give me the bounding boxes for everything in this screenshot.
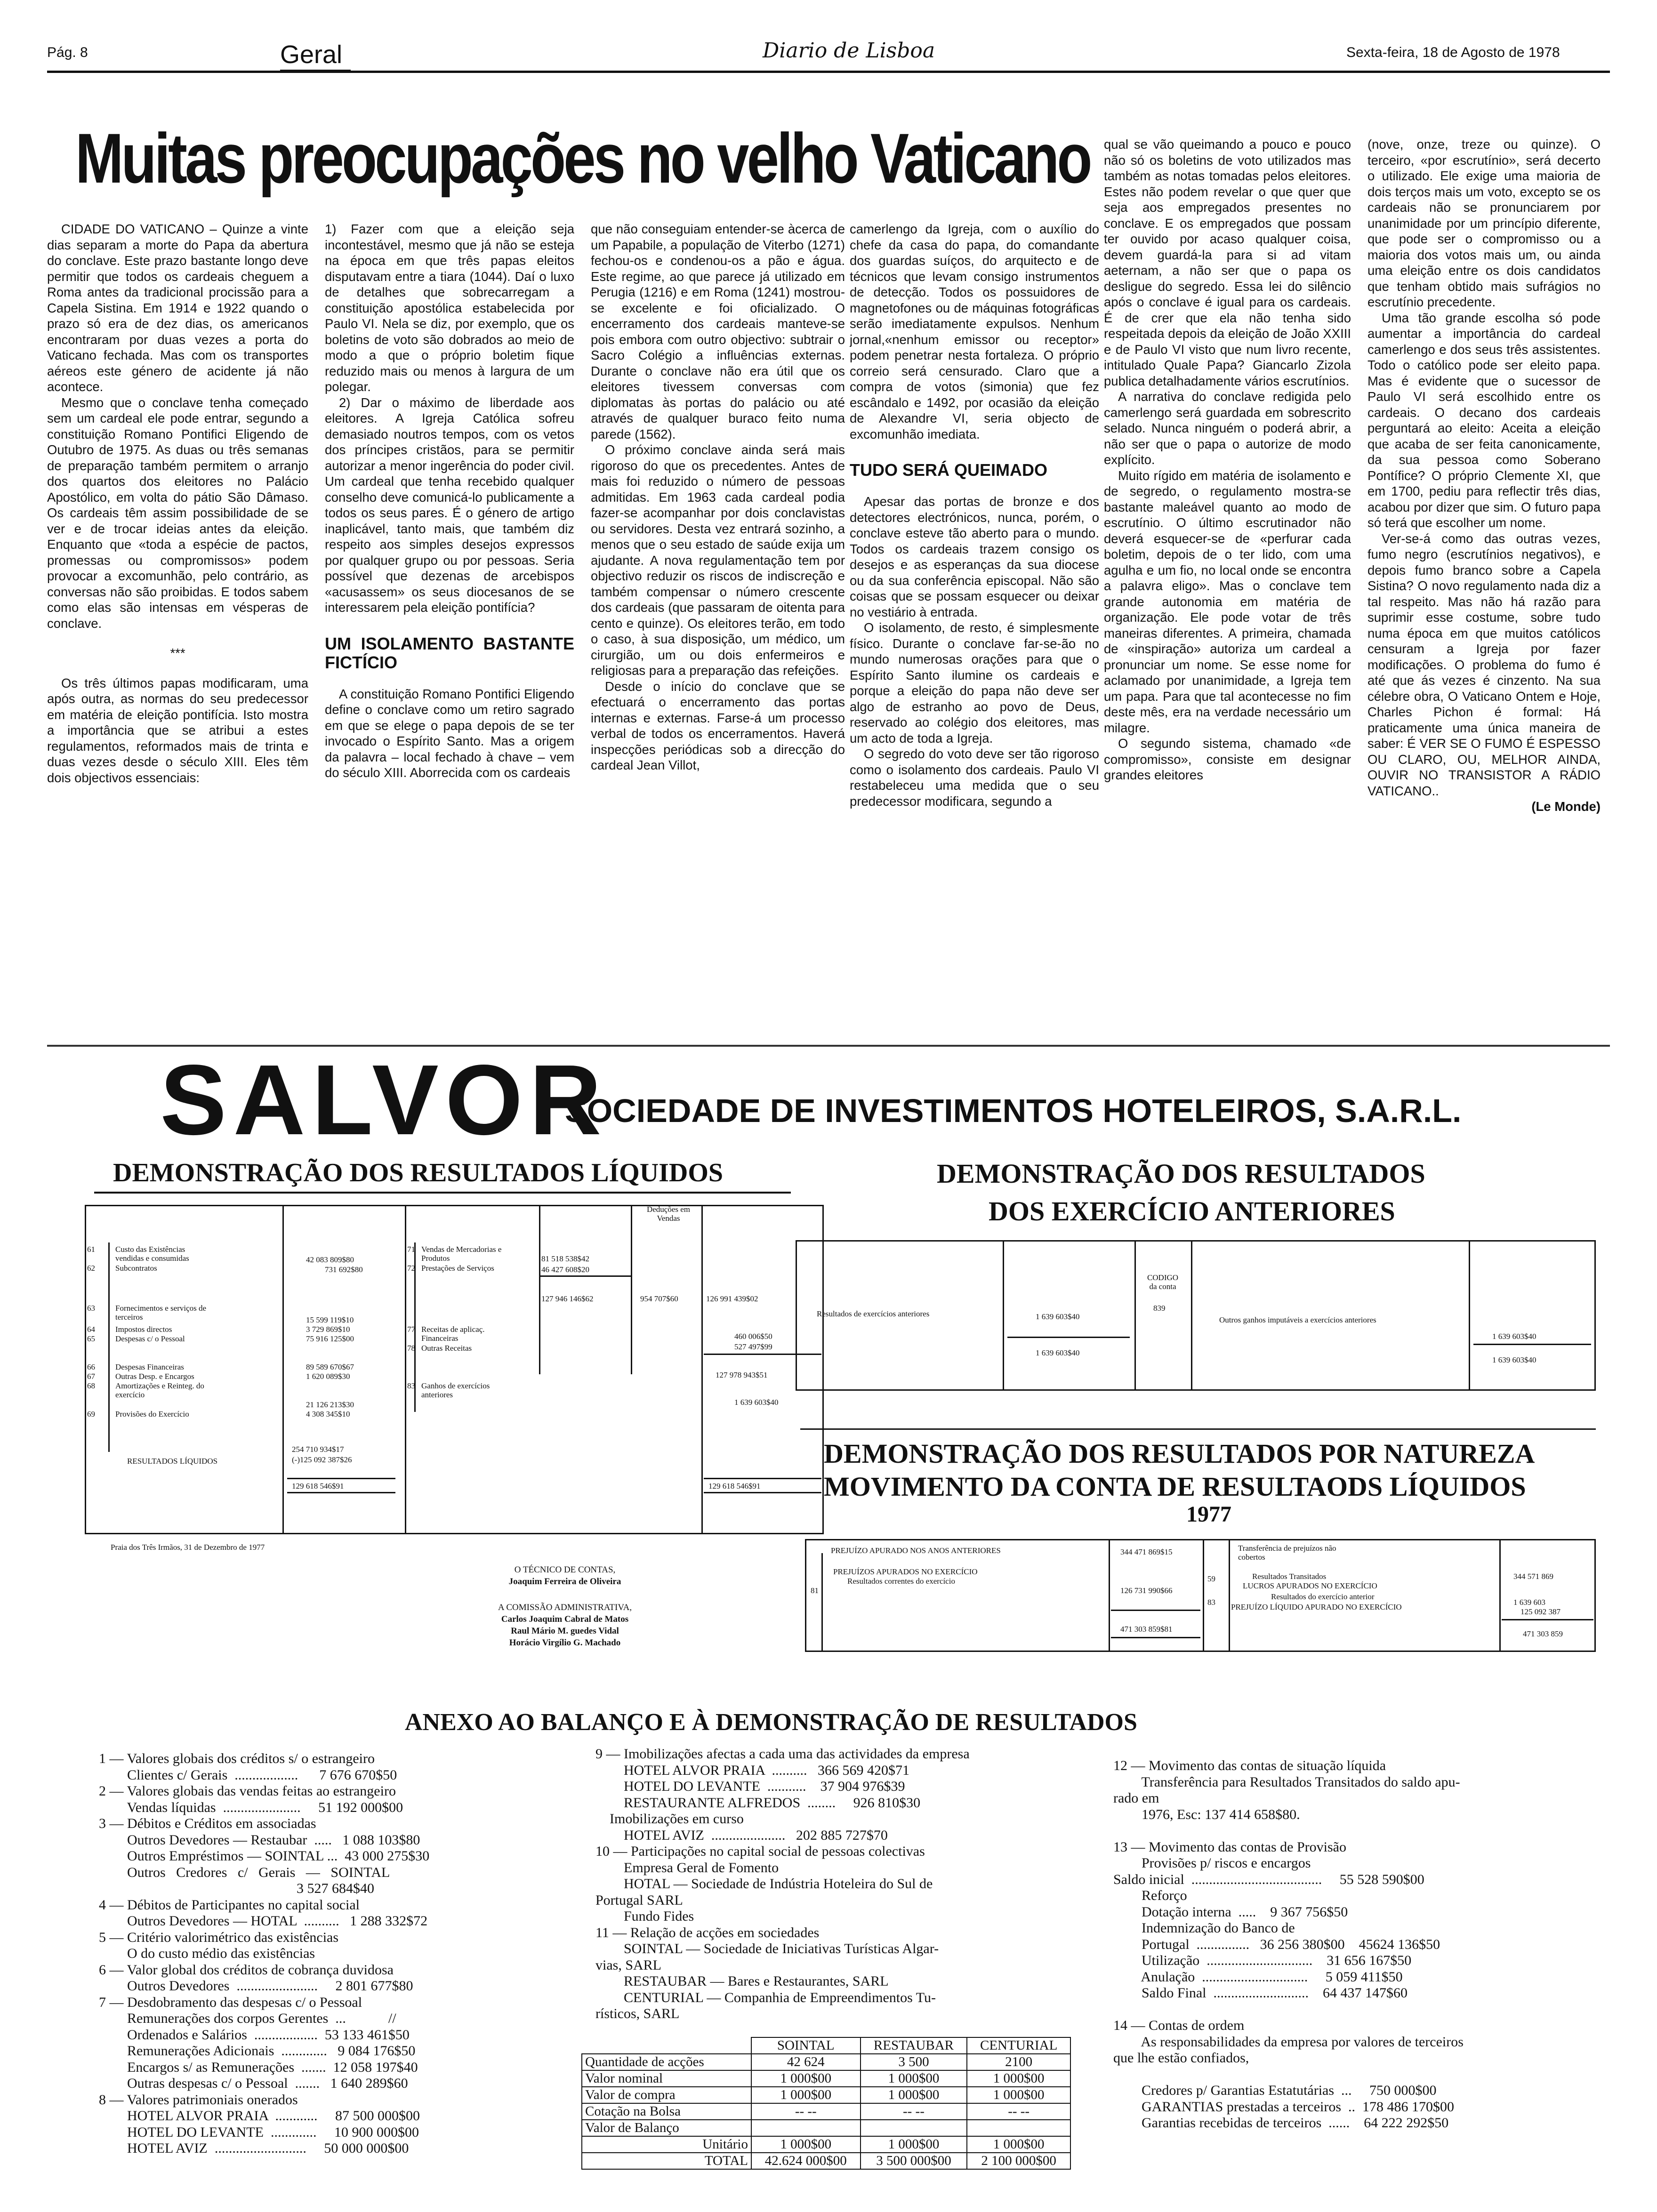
loss-current-value: 126 731 990$66	[1120, 1586, 1173, 1595]
statement-year: 1977	[1186, 1502, 1231, 1527]
committee-member: Raul Mário M. guedes Vidal	[511, 1626, 619, 1636]
annex-line: Credores p/ Garantias Estatutárias ... 750 000$00	[1113, 2083, 1437, 2098]
annex-line: Reforço	[1113, 1888, 1187, 1903]
deduction-value: 954 707$60	[640, 1294, 678, 1303]
shares-row	[582, 2070, 1070, 2087]
annex-line: 1976, Esc: 137 414 658$80.	[1113, 1806, 1300, 1822]
table-rule	[701, 1205, 703, 1534]
annex-column-2	[595, 1746, 970, 2022]
profit-value: 1 639 603	[1513, 1598, 1545, 1607]
table-rule	[1469, 1240, 1470, 1391]
annex-line: Outros Empréstimos — SOINTAL ... 43 000 275$30	[99, 1848, 430, 1864]
paragraph: O segundo sistema, chamado «de compromisso», consiste em designar grandes eleitores	[1104, 736, 1351, 782]
paragraph: Ver-se-á como das outras vezes, fumo negro (escrutínios negativos), e depois fumo branco sobre a Capela Sistina? O novo regulamento nada diz a tal respeito. Mas não há razão para suprimir esse costume, sobre tudo numa época em que muitos católicos censuram a Igreja por fazer modificações. O problema do fumo é até que ás vezes é cinzento. Na sua célebre obra, O Vaticano Ontem e Hoje, Charles Pichon é formal: Há praticamente uma única maneira de saber: É VER SE O FUMO É ESPESSO OU CLARO, OU, MELHOR AINDA, OUVIR NO TRANSISTOR A RÁDIO VATICANO..	[1367, 531, 1601, 798]
subheading: TUDO SERÁ QUEIMADO	[850, 460, 1048, 480]
annex-line: Outras despesas c/ o Pessoal ....... 1 640 289$60	[99, 2076, 408, 2091]
table-rule	[1111, 1637, 1200, 1638]
row-value: 1 620 089$30	[306, 1372, 350, 1381]
annex-line: 13 — Movimento das contas de Provisão	[1113, 1839, 1346, 1855]
annex-line: 4 — Débitos de Participantes no capital social	[99, 1897, 360, 1913]
annex-line: HOTEL ALVOR PRAIA .......... 366 569 420$71	[595, 1762, 909, 1778]
annex-line: Outros Devedores ....................... 2 801 677$80	[99, 1978, 413, 1994]
annex-line: Empresa Geral de Fomento	[595, 1859, 779, 1875]
ad-subtitle: SOCIEDADE DE INVESTIMENTOS HOTELEIROS, S.A.R.L.	[565, 1092, 1462, 1129]
annex-line: Anulação .............................. 5 059 411$50	[1113, 1969, 1403, 1985]
annex-line: 2 — Valores globais das vendas feitas ao estrangeiro	[99, 1783, 396, 1799]
annex-line: Utilização .............................. 31 656 167$50	[1113, 1953, 1412, 1968]
annex-line: Transferência para Resultados Transitados do saldo apu-	[1113, 1774, 1460, 1790]
committee-title: A COMISSÃO ADMINISTRATIVA,	[498, 1603, 632, 1612]
row-label: Custo das Existências vendidas e consumidas	[115, 1245, 189, 1263]
table-rule	[1499, 1539, 1501, 1652]
annex-line: Remunerações Adicionais ............. 9 084 176$50	[99, 2043, 416, 2059]
nature-total: 471 303 859	[1523, 1629, 1563, 1638]
paragraph: 2) Dar o máximo de liberdade aos eleitores. A Igreja Católica sofreu demasiado noutros tempos, com os vetos dos príncipes cristãos, para se permitir autorizar a menor ingerência do poder civil. Um cardeal que tenha recebido qualquer conselho deve comunicá-lo publicamente a todos os seus pares. É o género de artigo inaplicável, tanto mais, que também diz respeito aos simples desejos expressos por qualquer grupo ou por pessoas. Seria possível que dezenas de arcebispos «acusassem» os seus diocesanos de se interessarem pela eleição pontifícia?	[325, 395, 574, 615]
net-sales: 126 991 439$02	[706, 1294, 758, 1303]
annex-line: Outros Devedores — Restaubar ..... 1 088 103$80	[99, 1832, 420, 1848]
subtotal-value: 254 710 934$17	[292, 1445, 344, 1454]
newspaper-masthead: Diario de Lisboa	[763, 39, 935, 63]
shares-cell: 1 000$00	[751, 2087, 861, 2103]
committee-member: Carlos Joaquim Cabral de Matos	[501, 1614, 629, 1624]
current-results-label: Resultados correntes do exercício	[847, 1577, 955, 1586]
statement-title-2a: DEMONSTRAÇÃO DOS RESULTADOS	[937, 1158, 1425, 1189]
shares-cell: -- --	[861, 2103, 967, 2120]
transfer-label: Transferência de prejuízos não cobertos	[1238, 1544, 1336, 1562]
row-label: Fornecimentos e serviços de terceiros	[115, 1304, 207, 1322]
title-rule	[800, 1428, 1596, 1430]
other-gains-value: 1 639 603$40	[1492, 1332, 1536, 1341]
shares-cell: 42.624 000$00	[751, 2153, 861, 2169]
paragraph: camerlengo da Igreja, com o auxílio do chefe da casa do papa, do comandante dos guardas suíços, do arquitecto e de técnicos que levam consigo instrumentos de detecção. Todos os possuidores de magnetofones ou de máquinas fotográficas serão imediatamente expulsos. Nenhum jornal,«nenhum emissor ou receptor» podem penetrar nesta fortaleza. O próprio correio será censurado. Claro que a compra de votos (simonia) que fez escândalo e 1492, por ocasião da eleição de Alexandre VI, seria objecto de excomunhão imediata.	[850, 222, 1099, 441]
row-value: 460 006$50	[734, 1332, 772, 1341]
annex-line: 1 — Valores globais dos créditos s/ o estrangeiro	[99, 1751, 375, 1766]
annex-line: 14 — Contas de ordem	[1113, 2018, 1245, 2033]
table-rule	[1191, 1240, 1192, 1391]
annex-column-1	[99, 1751, 429, 2157]
separator: ***	[170, 646, 185, 660]
paragraph: Desde o início do conclave que se efectuará o encerramento das portas internas e externas. Farse-á um processo verbal de todos os encerramentos. Haverá inspecções periódicas sob a direcção do cardeal Jean Villot,	[591, 679, 845, 772]
row-code: 62	[87, 1264, 95, 1273]
table-rule	[1003, 1240, 1004, 1391]
article-column-3	[591, 221, 845, 1031]
row-value: 3 729 869$10	[306, 1325, 350, 1334]
annex-line: Fundo Fides	[595, 1908, 694, 1924]
table-rule	[821, 1553, 823, 1652]
row-label: Receitas de aplicaç. Financeiras	[421, 1325, 485, 1343]
row-value: 75 916 125$00	[306, 1334, 354, 1343]
paragraph: O segredo do voto deve ser tão rigoroso como o isolamento dos cardeais. Paulo VI restabeleceu uma medida que o seu predecessor modificara, segundo a	[850, 746, 1099, 809]
annex-line: 3 527 684$40	[99, 1881, 374, 1896]
annex-line	[1113, 2067, 1464, 2083]
shares-table	[581, 2037, 1071, 2170]
annex-line: rado em	[1113, 1790, 1159, 1806]
table-rule	[539, 1205, 540, 1374]
row-label: Subcontratos	[115, 1264, 157, 1273]
paragraph: A narrativa do conclave redigida pelo camerlengo será guardada em sobrescrito selado. Nunca ninguém o poderá abrir, a não ser que o papa o autorize de modo explícito.	[1104, 389, 1351, 467]
annex-line: Clientes c/ Gerais .................. 7 676 670$50	[99, 1767, 397, 1783]
annex-line: 7 — Desdobramento das despesas c/ o Pessoal	[99, 1994, 362, 2010]
annex-line: Provisões p/ riscos e encargos	[1113, 1855, 1311, 1871]
paragraph: Mesmo que o conclave tenha começado sem um cardeal ele pode entrar, segundo a constituição Romano Pontifici Eligendo de Outubro de 1975. As duas ou três semanas de preparação também permitem o arranjo dos quartos dos eleitores no Palácio Apostólico, em volta do pátio São Dâmaso. Os cardeais têm assim possibilidade de se ver e de trocar ideias antes da eleição. Enquanto que «toda a espécie de pactos, promessas ou compromissos» podem provocar a excomunhão, pelo contrário, as conversas não são proibidas. E todos sabem como elas são intensas em vésperas de conclave.	[47, 395, 308, 631]
net-result-label: RESULTADOS LÍQUIDOS	[127, 1457, 218, 1466]
issue-date: Sexta-feira, 18 de Agosto de 1978	[1346, 45, 1560, 60]
shares-header: CENTURIAL	[967, 2037, 1070, 2054]
shares-row-label: TOTAL	[582, 2153, 751, 2169]
annex-column-3	[1113, 1758, 1464, 2132]
annex-line: Indemnização do Banco de	[1113, 1920, 1295, 1936]
loss-total: 471 303 859$81	[1120, 1625, 1173, 1634]
annex-line	[1113, 1823, 1464, 1839]
annex-line: Vendas líquidas ...................... 51 192 000$00	[99, 1799, 403, 1815]
statement-title-3b: MOVIMENTO DA CONTA DE RESULTAODS LÍQUIDOS	[824, 1471, 1526, 1502]
annex-line: 9 — Imobilizações afectas a cada uma das actividades da empresa	[595, 1746, 970, 1762]
table-rule	[1111, 1610, 1200, 1611]
table-rule	[539, 1275, 631, 1277]
shares-cell: -- --	[751, 2103, 861, 2120]
statement-title-3a: DEMONSTRAÇÃO DOS RESULTADOS POR NATUREZA	[824, 1438, 1535, 1469]
total-value: 129 618 546$91	[708, 1482, 761, 1491]
shares-cell: 1 000$00	[861, 2136, 967, 2153]
shares-row	[582, 2120, 1070, 2136]
account-code: 81	[811, 1586, 819, 1595]
annex-line: RESTAURANTE ALFREDOS ........ 926 810$30	[595, 1795, 921, 1811]
loss-current-label: PREJUÍZOS APURADOS NO EXERCÍCIO	[833, 1567, 978, 1576]
annex-line: CENTURIAL — Companhia de Empreendimentos Tu-	[595, 1989, 936, 2005]
annex-line: 10 — Participações no capital social de pessoas colectivas	[595, 1843, 925, 1859]
shares-header-row	[582, 2037, 1070, 2054]
shares-cell	[751, 2120, 861, 2136]
table-rule	[1203, 1539, 1204, 1652]
table-rule	[1502, 1619, 1593, 1620]
shares-cell: 1 000$00	[967, 2070, 1070, 2087]
transferred-results-label: Resultados Transitados	[1252, 1572, 1327, 1581]
row-label: Outras Receitas	[421, 1344, 472, 1353]
paragraph: A constituição Romano Pontifici Eligendo define o conclave como um retiro sagrado em que se elege o papa depois de se ter invocado o Espírito Santo. Mas a origem da palavra – local fechado à chave – vem do século XIII. Aborrecida com os cardeais	[325, 686, 574, 780]
article-column-1	[47, 221, 308, 1031]
table-rule	[282, 1205, 284, 1534]
row-code: 83	[407, 1381, 415, 1390]
row-code: 65	[87, 1334, 95, 1343]
place-date: Praia dos Três Irmãos, 31 de Dezembro de 1977	[111, 1543, 265, 1552]
article-source: (Le Monde)	[1531, 799, 1601, 814]
row-code: 61	[87, 1245, 95, 1254]
annex-line: Saldo Final ........................... 64 437 147$60	[1113, 1985, 1408, 2001]
row-value: 21 126 213$30	[306, 1400, 354, 1409]
prior-results-total: 1 639 603$40	[1036, 1348, 1080, 1357]
row-code: 64	[87, 1325, 95, 1334]
annex-line: Garantias recebidas de terceiros ...... 64 222 292$50	[1113, 2115, 1449, 2131]
net-loss-value: 125 092 387	[1520, 1607, 1560, 1616]
shares-cell: 1 000$00	[861, 2070, 967, 2087]
shares-row-label: Unitário	[582, 2136, 751, 2153]
table-rule	[1229, 1539, 1230, 1652]
account-code: 839	[1153, 1304, 1166, 1313]
committee-member: Horácio Virgílio G. Machado	[509, 1638, 621, 1648]
annex-line: HOTEL AVIZ ..................... 202 885 727$70	[595, 1827, 888, 1843]
table-rule	[1473, 1344, 1591, 1345]
annex-line: vias, SARL	[595, 1957, 662, 1973]
annex-line: GARANTIAS prestadas a terceiros .. 178 486 170$00	[1113, 2099, 1455, 2115]
shares-corner	[582, 2037, 751, 2054]
shares-cell	[967, 2120, 1070, 2136]
account-code-header: CODIGO da conta	[1147, 1273, 1179, 1291]
loss-prior-value: 344 471 869$15	[1120, 1547, 1173, 1556]
paragraph: CIDADE DO VATICANO – Quinze a vinte dias separam a morte do Papa da abertura do conclave. Este prazo bastante longo deve permitir que todos os cardeais cheguem a Roma antes da tradicional procissão para a Capela Sistina. Em 1914 e 1922 quando o prazo só era de dez dias, os americanos encontraram por duas vezes a porta do Vaticano fechada. Mas com os transportes aéreos este género de acidente já não acontece.	[47, 222, 308, 394]
ad-brand: SALVOR	[160, 1044, 608, 1155]
shares-cell: 2100	[967, 2054, 1070, 2070]
shares-row-label: Valor de compra	[582, 2087, 751, 2103]
paragraph: Muito rígido em matéria de isolamento e de segredo, o regulamento mostra-se bastante maleável quanto ao modo de escrutínio. O último escrutinador não deverá esquecer-se de «perfurar cada boletim, depois de o ter lido, com uma agulha e um fio, no local onde se encontra a palavra eligo». Mas o conclave tem grande autonomia em matéria de organização. Ele pode votar de três maneiras diferentes. A primeira, chamada de «inspiração» autoriza um cardeal a pronunciar um nome. Se esse nome for aclamado por unanimidade, a Igreja tem um papa. Para que tal acontecesse no fim deste mês, era na verdade necessário um milagre.	[1104, 468, 1351, 735]
row-value: 15 599 119$10	[306, 1315, 354, 1324]
row-label: Despesas c/ o Pessoal	[115, 1334, 185, 1343]
other-gains-total: 1 639 603$40	[1492, 1355, 1536, 1364]
page-number: Pág. 8	[47, 45, 88, 60]
row-label: Impostos directos	[115, 1325, 172, 1334]
loss-value: (-)125 092 387$26	[292, 1455, 352, 1464]
annex-line: que lhe estão confiados,	[1113, 2050, 1249, 2066]
shares-row	[582, 2153, 1070, 2169]
paragraph: O isolamento, de resto, é simplesmente físico. Durante o conclave far-se-ão no mundo numerosas orações para que o Espírito Santo ilumine os cardeais e porque a eleição do papa não deve ser algo de estranho ao povo de Deus, reservado ao colégio dos eleitores, mas um acto de toda a Igreja.	[850, 620, 1099, 745]
shares-cell: 1 000$00	[751, 2070, 861, 2087]
row-value: 46 427 608$20	[541, 1265, 589, 1274]
row-label: Amortizações e Reinteg. do exercício	[115, 1381, 204, 1399]
statement-title-1: DEMONSTRAÇÃO DOS RESULTADOS LÍQUIDOS	[113, 1158, 724, 1187]
paragraph: O próximo conclave ainda será mais rigoroso do que os precedentes. Antes de mais foi reduzido o número de pessoas admitidas. Em 1963 cada cardeal podia fazer-se acompanhar por dois conclavistas ou servidores. Desta vez entrará sozinho, a menos que o seu estado de saúde exija um ajudante. A nova regulamentação tem por objectivo reduzir os riscos de indiscreção e também compensar o número crescente dos cardeais (que passaram de oitenta para cento e quinze). Os eleitores terão, em todo o caso, à sua disposição, um médico, um cirurgião, um ou dois enfermeiros e religiosas para a preparação das refeições.	[591, 442, 845, 678]
row-value: 42 083 809$80	[306, 1255, 354, 1264]
profit-current-label: LUCROS APURADOS NO EXERCÍCIO	[1243, 1581, 1377, 1590]
annex-line: Portugal ............... 36 256 380$00 45624 136$50	[1113, 1936, 1440, 1952]
account-code: 59	[1207, 1574, 1215, 1583]
row-label: Vendas de Mercadorias e Produtos	[421, 1245, 502, 1263]
accountant-title: O TÉCNICO DE CONTAS,	[514, 1565, 616, 1575]
row-value: 81 518 538$42	[541, 1254, 589, 1263]
total-rule	[287, 1478, 395, 1479]
annex-title: ANEXO AO BALANÇO E À DEMONSTRAÇÃO DE RESULTADOS	[405, 1709, 1137, 1736]
row-label: Ganhos de exercícios anteriores	[421, 1381, 490, 1399]
total-rule	[704, 1492, 821, 1493]
row-label: Outras Desp. e Encargos	[115, 1372, 194, 1381]
annex-line: Ordenados e Salários .................. 53 133 461$50	[99, 2027, 410, 2043]
article-column-5	[1104, 136, 1351, 1031]
section-name: Geral	[280, 40, 343, 69]
shares-cell	[861, 2120, 967, 2136]
article-column-2	[325, 221, 574, 1031]
row-code: 72	[407, 1264, 415, 1273]
row-code: 77	[407, 1325, 415, 1334]
row-value: 4 308 345$10	[306, 1410, 350, 1419]
annex-line: Outros Credores c/ Gerais — SOINTAL	[99, 1864, 390, 1880]
table-rule	[405, 1205, 406, 1534]
annex-line: HOTEL ALVOR PRAIA ............ 87 500 000$00	[99, 2108, 420, 2124]
shares-row-label: Quantidade de acções	[582, 2054, 751, 2070]
prior-year-results-label: Resultados do exercício anterior	[1271, 1592, 1375, 1601]
row-code: 69	[87, 1410, 95, 1419]
annex-line: 6 — Valor global dos créditos de cobrança duvidosa	[99, 1962, 394, 1978]
row-code: 78	[407, 1344, 415, 1353]
prior-results-value: 1 639 603$40	[1036, 1312, 1080, 1321]
shares-cell: 1 000$00	[967, 2136, 1070, 2153]
annex-line: HOTEL DO LEVANTE ........... 37 904 976$39	[595, 1779, 905, 1794]
subtotal-value: 127 978 943$51	[716, 1370, 768, 1379]
annex-line: Outros Devedores — HOTAL .......... 1 288 332$72	[99, 1913, 428, 1929]
shares-cell: 1 000$00	[861, 2087, 967, 2103]
row-label: Despesas Financeiras	[115, 1362, 184, 1371]
row-code: 63	[87, 1304, 95, 1313]
accountant-name: Joaquim Ferreira de Oliveira	[508, 1577, 621, 1587]
row-value: 527 497$99	[734, 1342, 772, 1351]
annex-line	[1113, 2002, 1464, 2018]
shares-row-label: Valor nominal	[582, 2070, 751, 2087]
subheading: UM ISOLAMENTO BASTANTE FICTÍCIO	[325, 633, 574, 672]
paragraph: (nove, onze, treze ou quinze). O terceiro, «por escrutínio», será decerto o utilizado. Ele exige uma maioria de dois terços mais um voto, excepto se os cardeais não se pronunciarem por unanimidade por um princípio diferente, que pode ser o compromisso ou a maioria dos votos mais um, ou ainda uma eleição entre os dois candidatos que tenham obtido mais sufrágios no escrutínio precedente.	[1367, 137, 1601, 309]
row-label: Prestações de Serviços	[421, 1264, 494, 1273]
table-rule	[1007, 1337, 1130, 1338]
row-code: 67	[87, 1372, 95, 1381]
row-value: 1 639 603$40	[734, 1398, 779, 1407]
account-code: 83	[1207, 1598, 1215, 1607]
deductions-header: Deduções em Vendas	[646, 1205, 691, 1223]
shares-cell: -- --	[967, 2103, 1070, 2120]
annex-line: Remunerações dos corpos Gerentes ... //	[99, 2011, 396, 2026]
annex-line: Dotação interna ..... 9 367 756$50	[1113, 1904, 1348, 1920]
annex-line: 8 — Valores patrimoniais onerados	[99, 2092, 298, 2108]
shares-header: SOINTAL	[751, 2037, 861, 2054]
title-underline	[94, 1192, 791, 1194]
sales-sum: 127 946 146$62	[541, 1294, 594, 1303]
shares-cell: 2 100 000$00	[967, 2153, 1070, 2169]
row-value: 89 589 670$67	[306, 1362, 354, 1371]
row-label: Provisões do Exercício	[115, 1410, 189, 1419]
annex-line: RESTAUBAR — Bares e Restaurantes, SARL	[595, 1973, 889, 1989]
transfer-value: 344 571 869	[1513, 1572, 1553, 1581]
other-gains-label: Outros ganhos imputáveis a exercícios anteriores	[1219, 1315, 1376, 1324]
annex-line: HOTEL DO LEVANTE ............. 10 900 000$00	[99, 2124, 419, 2140]
shares-cell: 1 000$00	[751, 2136, 861, 2153]
paragraph: Apesar das portas de bronze e dos detectores electrónicos, nunca, porém, o conclave esteve tão aberto para o mundo. Todos os cardeais trazem consigo os desejos e as esperanças da sua diocese ou da sua conferência episcopal. Não são coisas que se possam esquecer ou deixar no vestiário à entrada.	[850, 494, 1099, 619]
annex-line: Encargos s/ as Remunerações ....... 12 058 197$40	[99, 2059, 418, 2075]
loss-prior-label: PREJUÍZO APURADO NOS ANOS ANTERIORES	[831, 1546, 1001, 1555]
shares-cell: 42 624	[751, 2054, 861, 2070]
shares-row	[582, 2087, 1070, 2103]
shares-row	[582, 2136, 1070, 2153]
shares-header: RESTAUBAR	[861, 2037, 967, 2054]
prior-results-label: Resultados de exercícios anteriores	[817, 1309, 930, 1318]
annex-line: HOTAL — Sociedade de Indústria Hoteleira do Sul de	[595, 1876, 933, 1891]
annex-line: Imobilizações em curso	[595, 1811, 744, 1827]
table-rule	[631, 1205, 632, 1374]
total-rule	[704, 1478, 821, 1479]
annex-line: O do custo médio das existências	[99, 1946, 315, 1961]
paragraph: 1) Fazer com que a eleição seja incontestável, mesmo que já não se esteja na época em que três papas eleitos disputavam entre a tiara (1044). Daí o luxo de detalhes que sobrecarregam a constituição apostólica estabelecida por Paulo VI. Nela se diz, por exemplo, que os boletins de voto são dobrados ao meio de modo a que o próprio boletim fique reduzido mais ou menos à largura de um polegar.	[325, 222, 574, 394]
header-rule	[47, 71, 1610, 73]
results-by-nature-table	[805, 1539, 1596, 1652]
paragraph: que não conseguiam entender-se àcerca de um Papabile, a população de Viterbo (1271) fechou-os e condenou-os a pão e água. Este regime, ao que parece já utilizado em Perugia (1216) e em Roma (1241) mostrou-se excelente e foi oficializado. O encerramento dos cardeais manteve-se pois embora com outro objectivo: subtrair o Sacro Colégio a influências externas. Durante o conclave não era útil que os eleitores tivessem conversas com diplomatas às portas do palácio ou até através de qualquer buraco feito numa parede (1562).	[591, 222, 845, 441]
annex-line: rísticos, SARL	[595, 2006, 680, 2021]
paragraph: qual se vão queimando a pouco e pouco não só os boletins de voto utilizados mas também as notas tomadas pelos eleitores. Estes não podem revelar o que quer que seja aos empregados presentes no conclave. E os empregados que possam ter ouvido por acaso qualquer coisa, devem guardá-la para si ad vitam aeternam, a não ser que o papa os desligue do segredo. Essa lei do silêncio após o conclave é igual para os cardeais. É de crer que ela não tenha sido respeitada depois da eleição de João XXIII e de Paulo VI visto que num livro recente, intitulado Quale Papa? Giancarlo Zizola publica detalhadamente vários escrutínios.	[1104, 137, 1351, 388]
net-result-value: 129 618 546$91	[292, 1482, 344, 1491]
statement-title-2b: DOS EXERCÍCIO ANTERIORES	[989, 1196, 1395, 1226]
shares-row	[582, 2103, 1070, 2120]
annex-line: 3 — Débitos e Créditos em associadas	[99, 1816, 316, 1831]
shares-cell: 1 000$00	[967, 2087, 1070, 2103]
table-rule	[108, 1242, 110, 1452]
net-loss-label: PREJUÍZO LÍQUIDO APURADO NO EXERCÍCIO	[1231, 1603, 1402, 1611]
paragraph: Os três últimos papas modificaram, uma após outra, as normas do seu predecessor em matéria de eleição pontifícia. Isto mostra a importância que se atribui a estes regulamentos, reformados mais de trinta e duas vezes desde o século XIII. Eles têm dois objectivos essenciais:	[47, 675, 308, 785]
annex-line: Saldo inicial ..................................... 55 528 590$00	[1113, 1871, 1424, 1887]
annex-line: As responsabilidades da empresa por valores de terceiros	[1113, 2034, 1464, 2050]
row-code: 66	[87, 1362, 95, 1371]
table-rule	[1109, 1539, 1110, 1652]
row-value: 731 692$80	[325, 1265, 363, 1274]
shares-row	[582, 2054, 1070, 2070]
row-code: 68	[87, 1381, 95, 1390]
annex-line: Portugal SARL	[595, 1892, 683, 1908]
shares-cell: 3 500	[861, 2054, 967, 2070]
article-headline: Muitas preocupações no velho Vaticano	[75, 119, 1090, 198]
total-rule	[287, 1492, 395, 1493]
paragraph: Uma tão grande escolha só pode aumentar a importância do cardeal camerlengo e dos seus três assistentes. Todo o católico pode ser eleito papa. Mas é evidente que o sucessor de Paulo VI será escolhido entre os cardeais. O decano dos cardeais perguntará ao eleito: Aceita a eleição que acaba de ser feita canonicamente, da sua pessoa como Soberano Pontífice? O próprio Clemente XI, que em 1700, pediu para reflectir três dias, acabou por dizer que sim. O futuro papa só terá que escolher um nome.	[1367, 310, 1601, 530]
article-column-4	[850, 221, 1099, 1031]
shares-cell: 3 500 000$00	[861, 2153, 967, 2169]
shares-body	[582, 2054, 1070, 2169]
annex-line: 12 — Movimento das contas de situação líquida	[1113, 1758, 1386, 1773]
annex-line: 5 — Critério valorimétrico das existências	[99, 1929, 339, 1945]
annex-line: 11 — Relação de acções em sociedades	[595, 1924, 820, 1940]
annex-line: HOTEL AVIZ .......................... 50 000 000$00	[99, 2140, 409, 2156]
annex-line: SOINTAL — Sociedade de Iniciativas Turísticas Algar-	[595, 1941, 939, 1956]
shares-row-label: Cotação na Bolsa	[582, 2103, 751, 2120]
shares-row-label: Valor de Balanço	[582, 2120, 751, 2136]
article-column-6	[1367, 136, 1601, 1031]
row-code: 71	[407, 1245, 415, 1254]
table-rule	[1134, 1240, 1136, 1391]
